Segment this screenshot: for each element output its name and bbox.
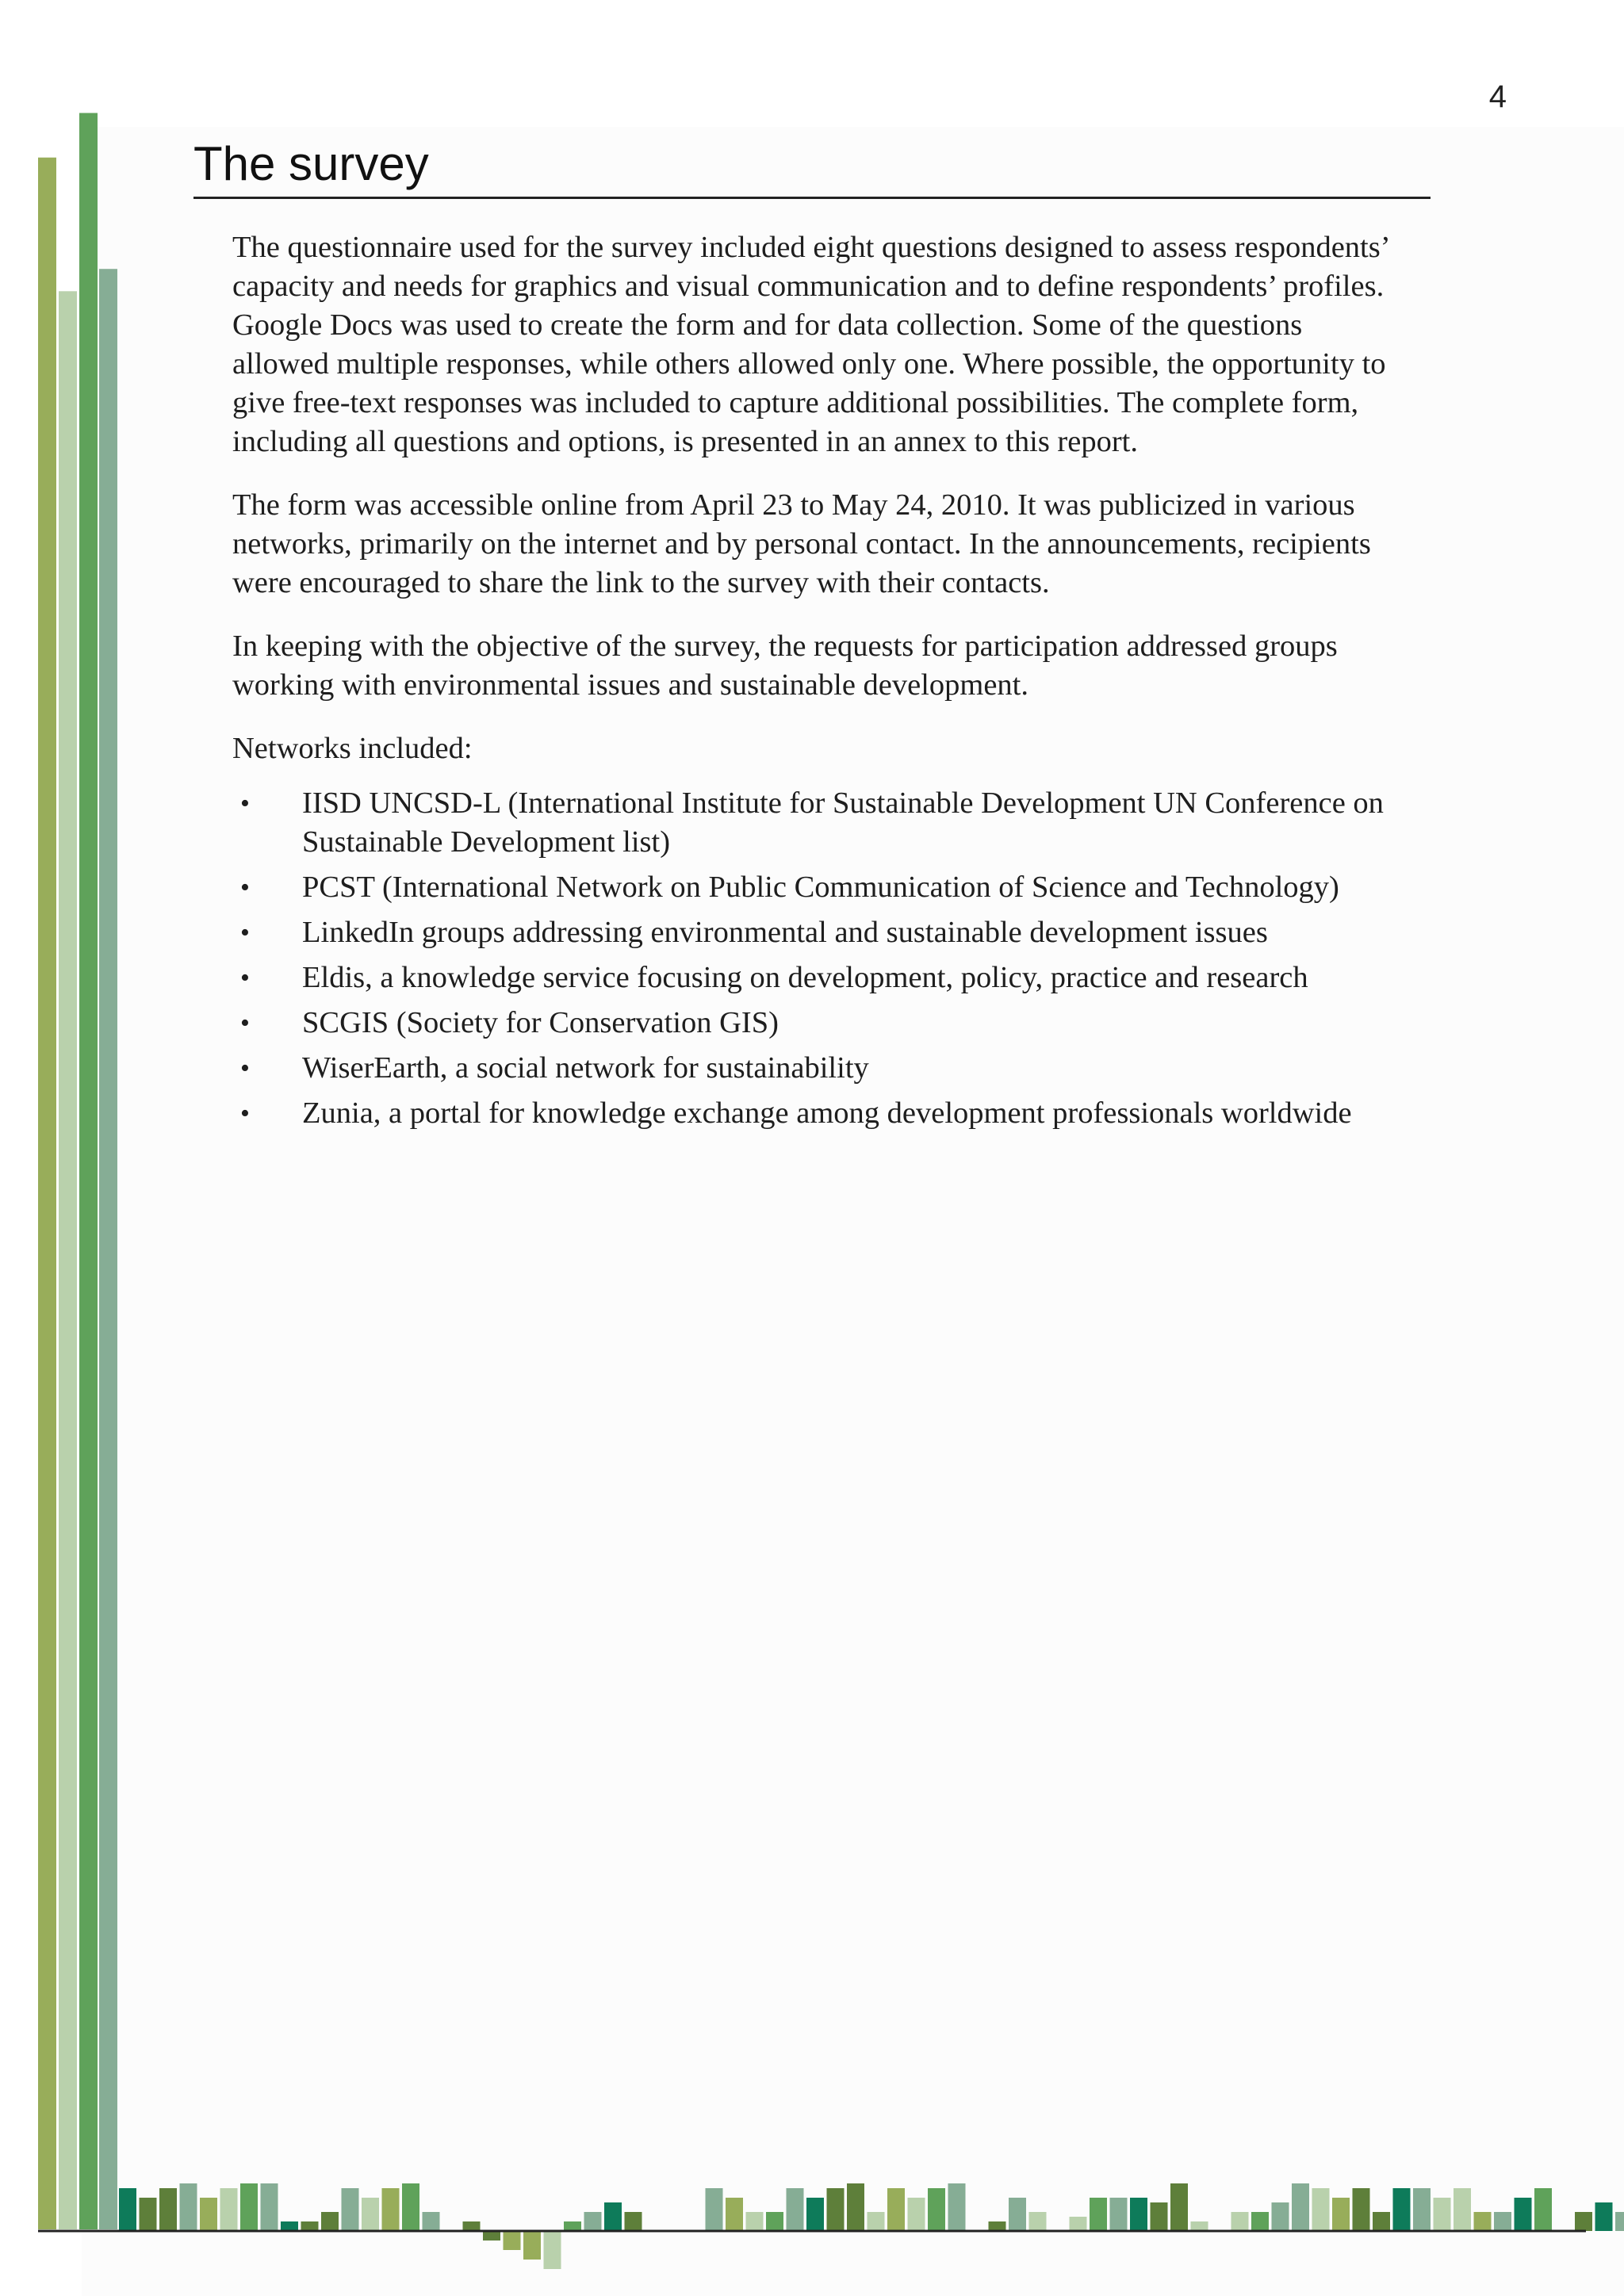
bottom-bar bbox=[423, 2212, 440, 2231]
bottom-bar bbox=[928, 2188, 945, 2231]
paragraph-objective: In keeping with the objective of the survey, the requests for participation addressed groups working with environmental issues and sustainable development. bbox=[232, 629, 1338, 702]
list-item bbox=[232, 913, 1396, 952]
bottom-bar bbox=[1070, 2217, 1087, 2231]
bullet-icon: • bbox=[240, 1054, 250, 1083]
bottom-bar bbox=[1373, 2212, 1390, 2231]
left-bar bbox=[99, 269, 117, 2229]
bottom-bar bbox=[625, 2212, 642, 2231]
bottom-bar bbox=[1332, 2198, 1350, 2231]
bottom-bar bbox=[240, 2183, 258, 2231]
left-decorative-bars bbox=[0, 0, 127, 2236]
bottom-bar bbox=[868, 2212, 885, 2231]
bottom-bar bbox=[726, 2198, 743, 2231]
bottom-bar bbox=[584, 2212, 602, 2231]
bottom-bar bbox=[847, 2183, 864, 2231]
bullet-icon: • bbox=[240, 1099, 250, 1128]
bullet-icon: • bbox=[240, 789, 250, 818]
bottom-bar bbox=[220, 2188, 238, 2231]
bottom-bar bbox=[908, 2198, 925, 2231]
bottom-bar bbox=[1353, 2188, 1370, 2231]
network-pcst: PCST (International Network on Public Communication of Science and Technology) bbox=[302, 871, 1339, 904]
bottom-bar bbox=[301, 2221, 319, 2231]
left-bar bbox=[79, 113, 98, 2230]
bottom-bar bbox=[504, 2231, 521, 2250]
bottom-bar bbox=[604, 2202, 622, 2231]
bottom-bar bbox=[787, 2188, 804, 2231]
list-item bbox=[232, 959, 1396, 997]
network-zunia: Zunia, a portal for knowledge exchange among development professionals worldwide bbox=[302, 1096, 1352, 1130]
bottom-bar bbox=[119, 2188, 136, 2231]
bottom-bar bbox=[463, 2221, 481, 2231]
bottom-bar bbox=[1251, 2212, 1269, 2231]
bottom-bar bbox=[746, 2212, 764, 2231]
bottom-bar bbox=[1534, 2188, 1552, 2231]
bottom-bar bbox=[200, 2198, 217, 2231]
bottom-bar bbox=[544, 2231, 561, 2269]
bottom-bar bbox=[1090, 2198, 1107, 2231]
bottom-bar bbox=[159, 2188, 177, 2231]
paragraph-dates: The form was accessible online from April 23 to May 24, 2010. It was publicized in various networks, primarily on the internet and by personal contact. In the announcements, recipients were encouraged to share the link to the survey with their contacts. bbox=[232, 488, 1371, 599]
list-item bbox=[232, 1049, 1396, 1088]
bottom-bar bbox=[1272, 2202, 1289, 2231]
bottom-bar bbox=[261, 2183, 278, 2231]
bottom-bar bbox=[321, 2212, 339, 2231]
body-text bbox=[232, 228, 1396, 1139]
bottom-bar bbox=[1474, 2212, 1492, 2231]
list-item bbox=[232, 784, 1396, 862]
bottom-bar bbox=[1029, 2212, 1047, 2231]
left-bar bbox=[38, 158, 56, 2229]
bottom-bar bbox=[1393, 2188, 1411, 2231]
bottom-bar bbox=[281, 2221, 298, 2231]
bottom-bar bbox=[523, 2231, 541, 2260]
bottom-bar bbox=[1575, 2212, 1592, 2231]
bottom-bar bbox=[706, 2188, 723, 2231]
bottom-bar bbox=[342, 2188, 359, 2231]
network-linkedin: LinkedIn groups addressing environmental and sustainable development issues bbox=[302, 916, 1268, 949]
list-item bbox=[232, 1094, 1396, 1133]
bullet-icon: • bbox=[240, 963, 250, 993]
bottom-bar bbox=[1110, 2198, 1128, 2231]
bottom-bar bbox=[1231, 2212, 1249, 2231]
bottom-bar bbox=[564, 2221, 581, 2231]
bottom-bar bbox=[1170, 2183, 1188, 2231]
bottom-bar bbox=[1009, 2198, 1026, 2231]
bottom-bar bbox=[989, 2221, 1006, 2231]
network-iisd: IISD UNCSD-L (International Institute for Sustainable Development UN Conference on Sustainable Development list) bbox=[302, 786, 1384, 859]
left-bar bbox=[59, 291, 77, 2229]
bottom-bar bbox=[1494, 2212, 1511, 2231]
bottom-bar bbox=[1434, 2198, 1451, 2231]
bottom-bar bbox=[1312, 2188, 1330, 2231]
bullet-icon: • bbox=[240, 918, 250, 947]
bottom-bar bbox=[806, 2198, 824, 2231]
bottom-bar bbox=[362, 2198, 379, 2231]
bottom-decorative-bars bbox=[0, 2101, 1624, 2296]
bottom-bar bbox=[1292, 2183, 1309, 2231]
bottom-bar bbox=[887, 2188, 905, 2231]
bottom-bar bbox=[827, 2188, 845, 2231]
networks-list bbox=[232, 784, 1396, 1133]
paragraph-networks-intro: Networks included: bbox=[232, 732, 473, 765]
bottom-bar bbox=[1191, 2221, 1208, 2231]
section-heading: The survey bbox=[193, 133, 1431, 199]
bottom-bar bbox=[140, 2198, 157, 2231]
bottom-bar bbox=[1595, 2202, 1613, 2231]
bottom-bar bbox=[1515, 2198, 1532, 2231]
bottom-bar bbox=[382, 2188, 400, 2231]
network-wiserearth: WiserEarth, a social network for sustainability bbox=[302, 1051, 869, 1085]
list-item bbox=[232, 1004, 1396, 1043]
bullet-icon: • bbox=[240, 1008, 250, 1038]
bottom-bar bbox=[1413, 2188, 1431, 2231]
bottom-bar bbox=[483, 2231, 500, 2241]
network-eldis: Eldis, a knowledge service focusing on development, policy, practice and research bbox=[302, 961, 1308, 994]
bottom-bar bbox=[1615, 2212, 1624, 2231]
bottom-bar bbox=[1454, 2188, 1471, 2231]
list-item bbox=[232, 868, 1396, 907]
bottom-bar bbox=[1151, 2202, 1168, 2231]
bullet-icon: • bbox=[240, 873, 250, 902]
bottom-bar bbox=[1130, 2198, 1147, 2231]
bottom-bar bbox=[948, 2183, 966, 2231]
bottom-bar bbox=[766, 2212, 783, 2231]
network-scgis: SCGIS (Society for Conservation GIS) bbox=[302, 1006, 779, 1039]
page-number: 4 bbox=[1488, 79, 1507, 114]
bottom-bar bbox=[180, 2183, 197, 2231]
bottom-bar bbox=[402, 2183, 419, 2231]
paragraph-method: The questionnaire used for the survey included eight questions designed to assess respondents’ capacity and needs for graphics and visual communication and to define respondents’ profiles. Google Docs was used to create the form and for data collection. Some of the questions allowed multiple responses, while others allowed only one. Where possible, the opportunity to give free-text responses was included to capture additional possibilities. The complete form, including all questions and options, is presented in an annex to this report. bbox=[232, 231, 1388, 458]
